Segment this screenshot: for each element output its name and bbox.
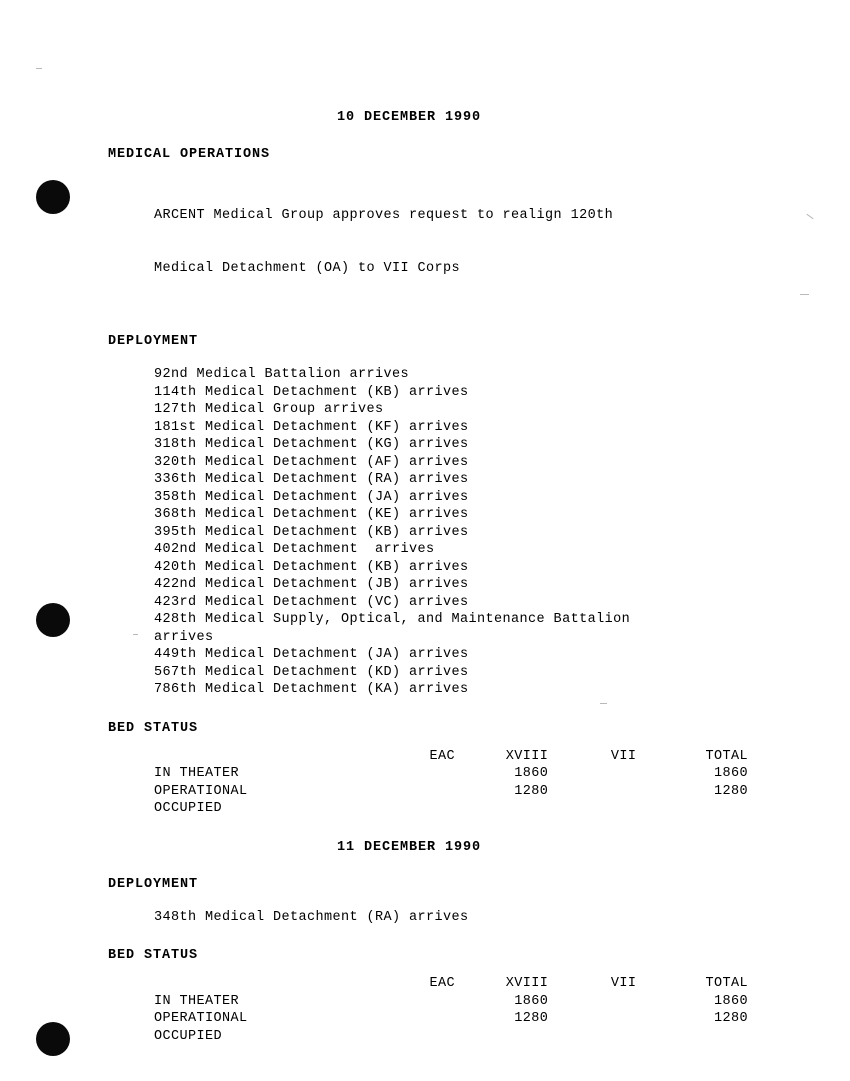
row-label: OCCUPIED xyxy=(154,801,223,816)
table-row xyxy=(154,1010,748,1028)
column-header-total: TOTAL xyxy=(705,976,748,991)
section-heading-bed-status: BED STATUS xyxy=(108,720,199,736)
list-item: 786th Medical Detachment (KA) arrives xyxy=(154,682,469,697)
list-item: 114th Medical Detachment (KB) arrives xyxy=(154,384,469,400)
list-item: 368th Medical Detachment (KE) arrives xyxy=(154,507,469,522)
table-row xyxy=(154,783,748,801)
scan-artifact xyxy=(800,294,809,295)
list-item: 449th Medical Detachment (JA) arrives xyxy=(154,647,469,662)
cell-xviii: 1860 xyxy=(514,993,549,1009)
list-item: 422nd Medical Detachment (JB) arrives xyxy=(154,577,469,592)
cell-eac xyxy=(354,1028,455,1046)
scan-artifact xyxy=(36,68,42,69)
column-header-vii: VII xyxy=(610,748,637,764)
list-item: 358th Medical Detachment (JA) arrives xyxy=(154,489,469,505)
table-row xyxy=(154,993,748,1011)
column-header-xviii: XVIII xyxy=(505,748,549,764)
punch-hole-icon xyxy=(36,603,70,637)
cell-total: 1860 xyxy=(713,766,748,781)
list-item: 423rd Medical Detachment (VC) arrives xyxy=(154,594,469,610)
cell-total: 1280 xyxy=(713,1011,748,1026)
deployment-list xyxy=(108,909,748,927)
row-label: IN THEATER xyxy=(154,766,240,781)
list-item-continuation: arrives xyxy=(154,629,214,645)
section-heading-deployment: DEPLOYMENT xyxy=(108,876,199,892)
column-header-blank xyxy=(154,748,354,766)
row-label: OCCUPIED xyxy=(154,1028,223,1044)
list-item: 420th Medical Detachment (KB) arrives xyxy=(154,559,469,575)
section-heading-deployment: DEPLOYMENT xyxy=(108,334,199,349)
column-header-xviii: XVIII xyxy=(505,976,549,991)
table-row xyxy=(154,800,748,818)
cell-vii xyxy=(548,993,636,1011)
entry-date-heading: 10 DECEMBER 1990 xyxy=(336,110,482,125)
cell-total xyxy=(636,1028,748,1046)
cell-eac xyxy=(354,765,455,783)
scan-artifact xyxy=(806,214,813,219)
cell-total: 1280 xyxy=(713,783,748,799)
cell-xviii: 1860 xyxy=(514,766,549,781)
cell-total: 1860 xyxy=(713,993,748,1009)
list-item: 92nd Medical Battalion arrives xyxy=(154,367,410,382)
table-header-row xyxy=(154,975,748,993)
list-item: 181st Medical Detachment (KF) arrives xyxy=(154,419,469,435)
list-item: 127th Medical Group arrives xyxy=(154,402,384,417)
list-item: 336th Medical Detachment (RA) arrives xyxy=(154,472,469,487)
bed-status-table xyxy=(154,975,748,1045)
list-item: 428th Medical Supply, Optical, and Maintenance Battalion xyxy=(154,612,631,627)
cell-xviii: 1280 xyxy=(514,783,549,799)
punch-hole-icon xyxy=(36,1022,70,1056)
cell-xviii xyxy=(455,1028,548,1046)
cell-eac xyxy=(354,800,455,818)
cell-eac xyxy=(354,993,455,1011)
section-heading-bed-status: BED STATUS xyxy=(108,948,199,963)
cell-vii xyxy=(548,1028,636,1046)
cell-eac xyxy=(354,1010,455,1028)
column-header-eac: EAC xyxy=(429,748,455,764)
punch-hole-icon xyxy=(36,180,70,214)
cell-vii xyxy=(548,765,636,783)
list-item: 318th Medical Detachment (KG) arrives xyxy=(154,437,469,452)
section-heading-medical-operations: MEDICAL OPERATIONS xyxy=(108,147,271,162)
bed-status-table xyxy=(154,748,748,818)
cell-total xyxy=(636,800,748,818)
row-label: IN THEATER xyxy=(154,993,240,1009)
cell-eac xyxy=(354,783,455,801)
list-item: 395th Medical Detachment (KB) arrives xyxy=(154,524,469,540)
list-item: 567th Medical Detachment (KD) arrives xyxy=(154,664,469,680)
list-item: 348th Medical Detachment (RA) arrives xyxy=(154,909,469,925)
entry-date-heading: 11 DECEMBER 1990 xyxy=(336,839,482,855)
cell-vii xyxy=(548,800,636,818)
row-label: OPERATIONAL xyxy=(154,783,248,799)
column-header-total: TOTAL xyxy=(705,748,748,764)
paragraph-line: ARCENT Medical Group approves request to realign 120th xyxy=(154,208,614,223)
list-item: 320th Medical Detachment (AF) arrives xyxy=(154,454,469,470)
table-row xyxy=(154,1028,748,1046)
paragraph-line: Medical Detachment (OA) to VII Corps xyxy=(154,260,461,276)
table-header-row xyxy=(154,748,748,766)
table-row xyxy=(154,765,748,783)
list-item: 402nd Medical Detachment arrives xyxy=(154,542,435,557)
cell-vii xyxy=(548,783,636,801)
document-body xyxy=(108,110,748,1045)
column-header-vii: VII xyxy=(610,976,637,991)
column-header-blank xyxy=(154,975,354,993)
deployment-list xyxy=(108,366,748,699)
cell-xviii: 1280 xyxy=(514,1011,549,1026)
row-label: OPERATIONAL xyxy=(154,1011,248,1026)
column-header-eac: EAC xyxy=(429,976,455,991)
medical-operations-paragraph xyxy=(108,172,748,312)
cell-xviii xyxy=(455,800,548,818)
cell-vii xyxy=(548,1010,636,1028)
